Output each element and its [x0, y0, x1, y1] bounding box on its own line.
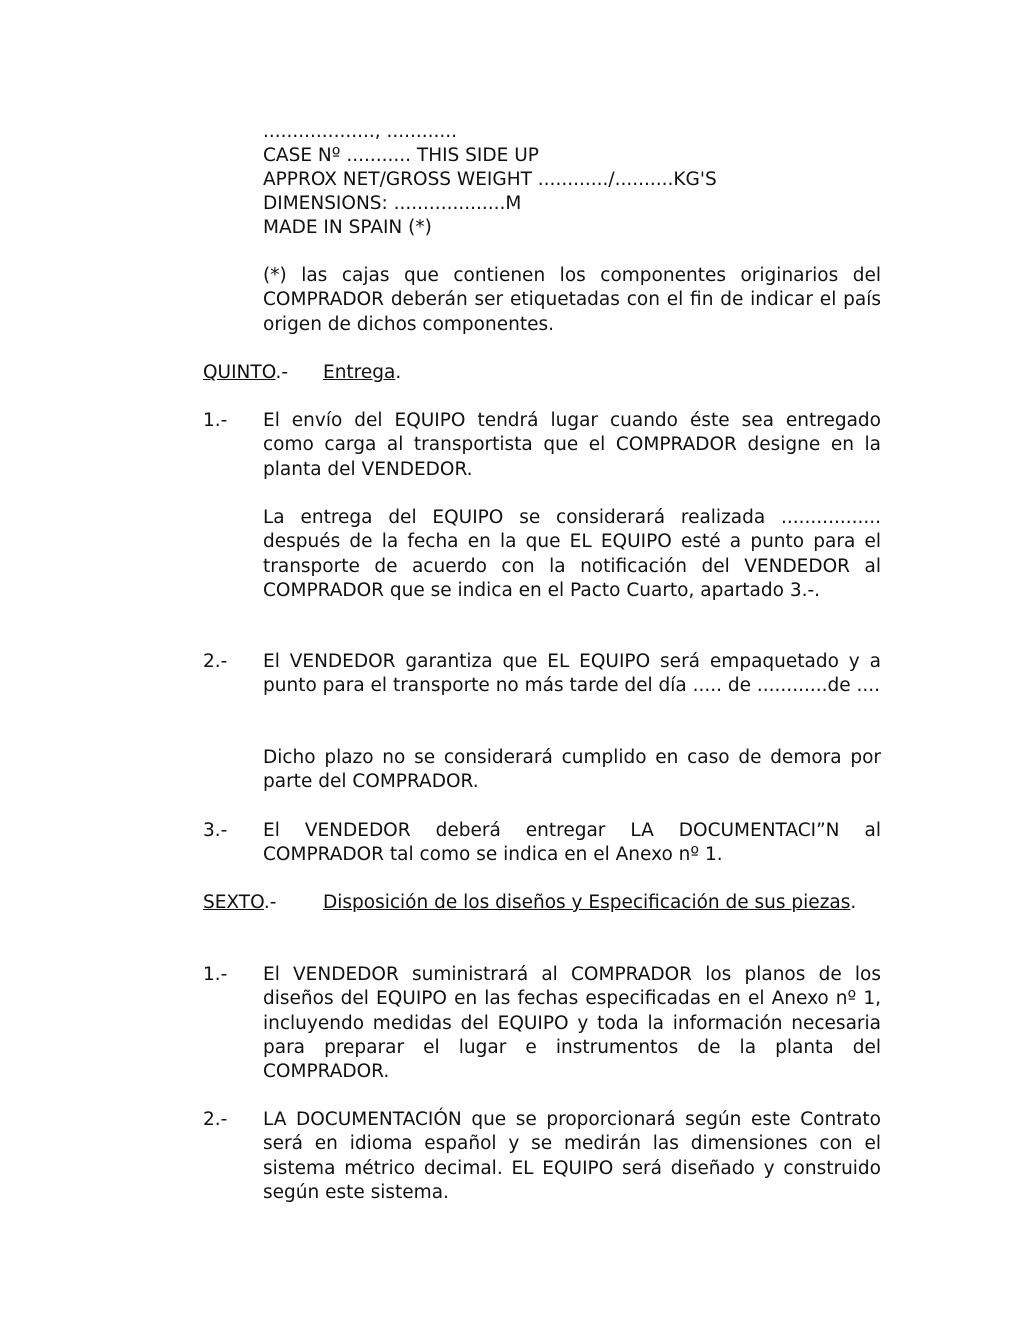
quinto-item-1-number: 1.- — [203, 410, 228, 431]
label-line-1: ..................., ............ — [263, 121, 458, 142]
label-line-3: APPROX NET/GROSS WEIGHT ............/..........KG'S — [263, 169, 717, 190]
section-sexto-title-end: . — [850, 892, 857, 913]
label-line-5: MADE IN SPAIN (*) — [263, 217, 432, 238]
section-quinto-title: Entrega — [323, 362, 396, 383]
section-quinto-suffix: .- — [275, 362, 289, 383]
sexto-item-1-number: 1.- — [203, 964, 228, 985]
label-note: (*) las cajas que contienen los componentes originarios del COMPRADOR deberán ser etiquetadas con el fin de indicar el país origen de dichos componentes. — [263, 265, 881, 335]
section-sexto-label: SEXTO — [203, 892, 264, 913]
quinto-item-2-paragraph-2: Dicho plazo no se considerará cumplido en caso de demora por parte del COMPRADOR. — [263, 747, 881, 793]
section-sexto-heading — [203, 891, 276, 915]
section-quinto-label: QUINTO — [203, 362, 276, 383]
quinto-item-2-paragraph-1: El VENDEDOR garantiza que EL EQUIPO será empaquetado y a punto para el transporte no más tarde del día ..... de ............de .... — [263, 651, 881, 697]
label-line-2: CASE Nº ........... THIS SIDE UP — [263, 145, 539, 166]
sexto-item-1-paragraph-1: El VENDEDOR suministrará al COMPRADOR los planos de los diseños del EQUIPO en las fechas especificadas en el Anexo nº 1, incluyendo medidas del EQUIPO y toda la información necesaria para preparar el lugar e instrumentos de la planta del COMPRADOR. — [263, 964, 881, 1083]
quinto-item-3-number: 3.- — [203, 820, 228, 841]
quinto-item-2-number: 2.- — [203, 651, 228, 672]
quinto-item-1-paragraph-1: El envío del EQUIPO tendrá lugar cuando éste sea entregado como carga al transportista que el COMPRADOR designe en la planta del VENDEDOR. — [263, 410, 881, 480]
section-sexto-suffix: .- — [263, 892, 277, 913]
section-quinto-title-end: . — [395, 362, 402, 383]
section-quinto-heading — [203, 361, 288, 385]
section-quinto-title-wrap — [323, 361, 401, 385]
quinto-item-3-paragraph-1: El VENDEDOR deberá entregar LA DOCUMENTACI”N al COMPRADOR tal como se indica en el Anexo nº 1. — [263, 820, 881, 866]
sexto-item-2-number: 2.- — [203, 1109, 228, 1130]
section-sexto-title-wrap — [323, 891, 889, 915]
sexto-item-2-paragraph-1: LA DOCUMENTACIÓN que se proporcionará según este Contrato será en idioma español y se medirán las dimensiones con el sistema métrico decimal. EL EQUIPO será diseñado y construido según este sistema. — [263, 1109, 881, 1203]
label-line-4: DIMENSIONS: ...................M — [263, 193, 522, 214]
quinto-item-1-paragraph-2: La entrega del EQUIPO se considerará realizada ................. después de la fecha en la que EL EQUIPO esté a punto para el transporte de acuerdo con la notificación del VENDEDOR al COMPRADOR que se indica en el Pacto Cuarto, apartado 3.-. — [263, 507, 881, 601]
section-sexto-title: Disposición de los diseños y Especificación de sus piezas — [323, 892, 851, 913]
